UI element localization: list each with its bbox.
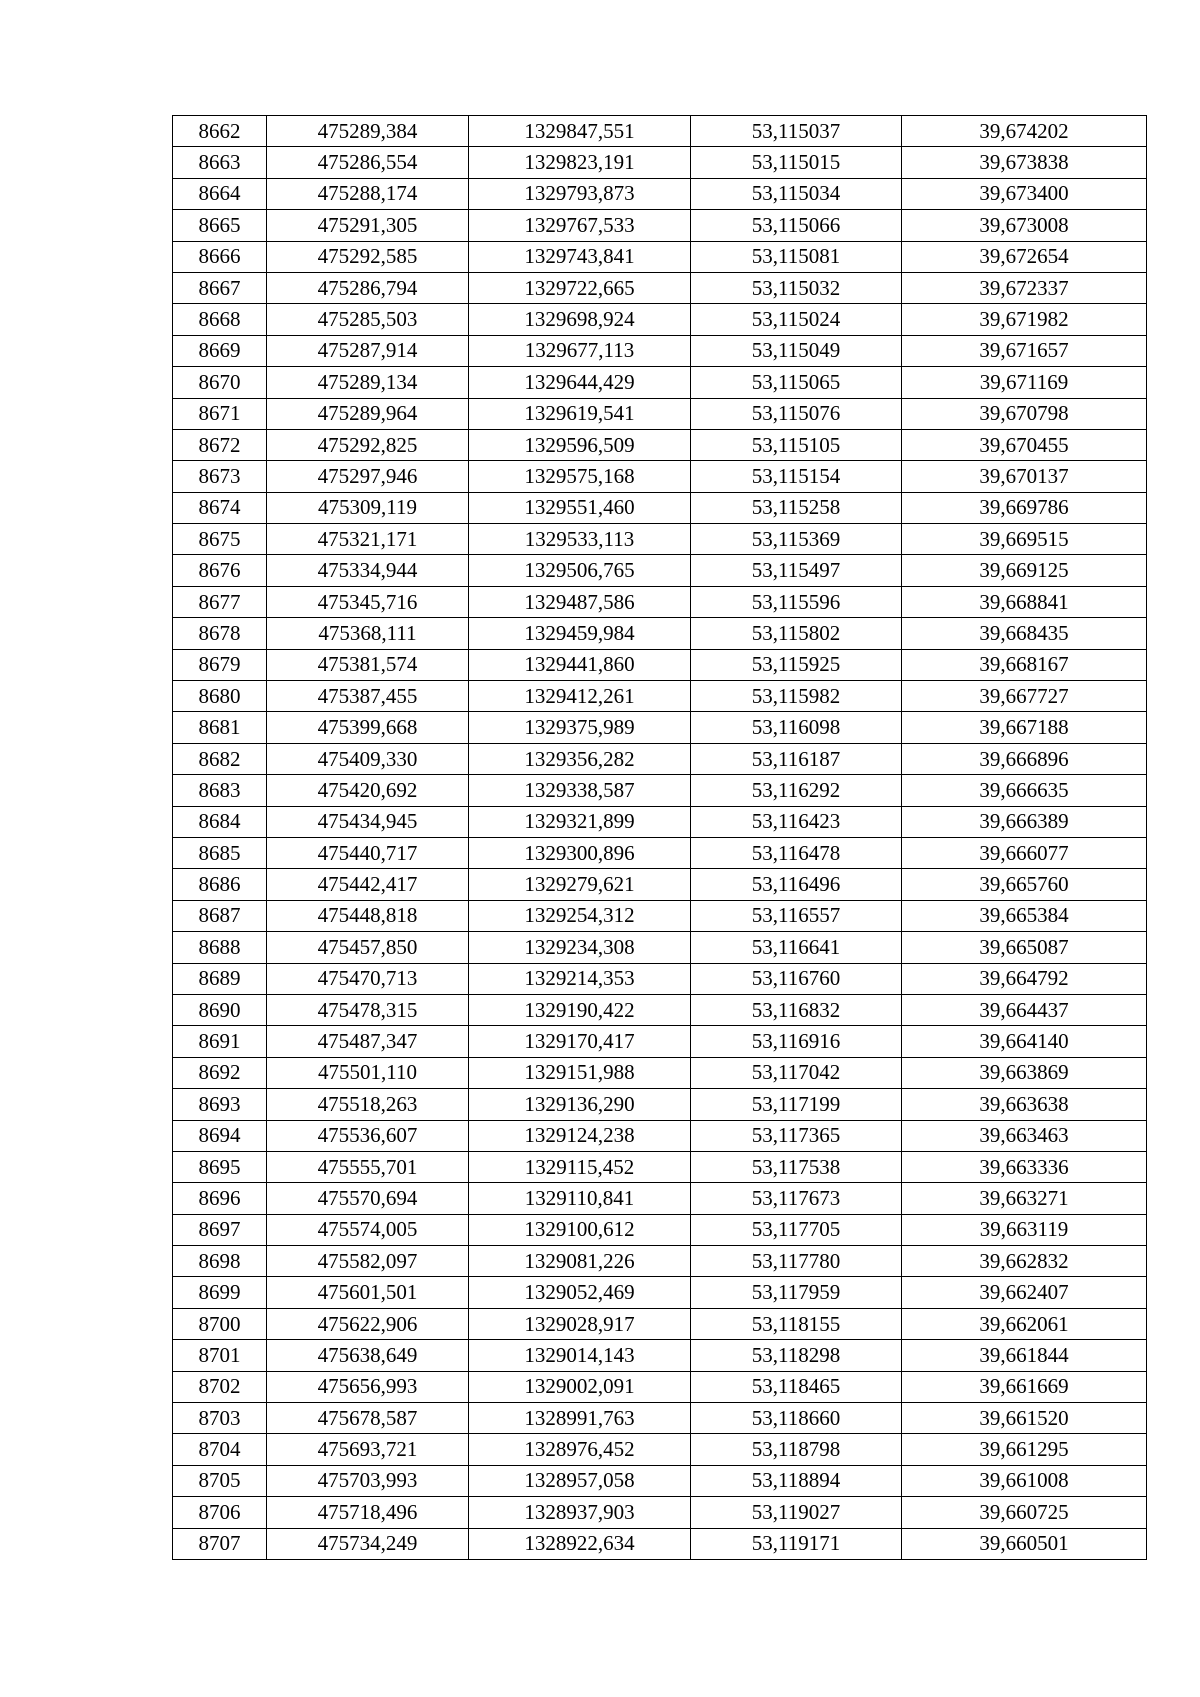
y-coordinate-cell: 1329170,417 <box>469 1026 691 1057</box>
x-coordinate-cell: 475289,134 <box>267 367 469 398</box>
table-row <box>173 1308 1147 1339</box>
point-number-cell: 8684 <box>173 806 267 837</box>
longitude-cell: 39,666389 <box>902 806 1147 837</box>
latitude-cell: 53,115925 <box>691 649 902 680</box>
longitude-cell: 39,666635 <box>902 775 1147 806</box>
point-number-cell: 8662 <box>173 116 267 147</box>
latitude-cell: 53,118660 <box>691 1403 902 1434</box>
x-coordinate-cell: 475478,315 <box>267 994 469 1025</box>
y-coordinate-cell: 1329190,422 <box>469 994 691 1025</box>
point-number-cell: 8693 <box>173 1089 267 1120</box>
table-row <box>173 429 1147 460</box>
latitude-cell: 53,117199 <box>691 1089 902 1120</box>
longitude-cell: 39,668841 <box>902 586 1147 617</box>
latitude-cell: 53,115802 <box>691 618 902 649</box>
latitude-cell: 53,116641 <box>691 932 902 963</box>
latitude-cell: 53,115076 <box>691 398 902 429</box>
latitude-cell: 53,115497 <box>691 555 902 586</box>
point-number-cell: 8689 <box>173 963 267 994</box>
y-coordinate-cell: 1329321,899 <box>469 806 691 837</box>
point-number-cell: 8682 <box>173 743 267 774</box>
x-coordinate-cell: 475622,906 <box>267 1308 469 1339</box>
latitude-cell: 53,116478 <box>691 837 902 868</box>
point-number-cell: 8697 <box>173 1214 267 1245</box>
latitude-cell: 53,115034 <box>691 178 902 209</box>
x-coordinate-cell: 475656,993 <box>267 1371 469 1402</box>
longitude-cell: 39,661295 <box>902 1434 1147 1465</box>
y-coordinate-cell: 1329847,551 <box>469 116 691 147</box>
table-row <box>173 1151 1147 1182</box>
x-coordinate-cell: 475345,716 <box>267 586 469 617</box>
latitude-cell: 53,115105 <box>691 429 902 460</box>
longitude-cell: 39,666896 <box>902 743 1147 774</box>
point-number-cell: 8686 <box>173 869 267 900</box>
table-row <box>173 1340 1147 1371</box>
point-number-cell: 8696 <box>173 1183 267 1214</box>
table-row <box>173 524 1147 555</box>
x-coordinate-cell: 475334,944 <box>267 555 469 586</box>
x-coordinate-cell: 475286,794 <box>267 272 469 303</box>
y-coordinate-cell: 1329698,924 <box>469 304 691 335</box>
table-row <box>173 1089 1147 1120</box>
longitude-cell: 39,671169 <box>902 367 1147 398</box>
table-row <box>173 335 1147 366</box>
table-row <box>173 963 1147 994</box>
point-number-cell: 8666 <box>173 241 267 272</box>
table-row <box>173 1434 1147 1465</box>
table-row <box>173 1497 1147 1528</box>
latitude-cell: 53,116916 <box>691 1026 902 1057</box>
longitude-cell: 39,668435 <box>902 618 1147 649</box>
longitude-cell: 39,665087 <box>902 932 1147 963</box>
longitude-cell: 39,663869 <box>902 1057 1147 1088</box>
y-coordinate-cell: 1328957,058 <box>469 1465 691 1496</box>
y-coordinate-cell: 1329151,988 <box>469 1057 691 1088</box>
x-coordinate-cell: 475457,850 <box>267 932 469 963</box>
longitude-cell: 39,670798 <box>902 398 1147 429</box>
longitude-cell: 39,664140 <box>902 1026 1147 1057</box>
latitude-cell: 53,116292 <box>691 775 902 806</box>
point-number-cell: 8688 <box>173 932 267 963</box>
latitude-cell: 53,118894 <box>691 1465 902 1496</box>
latitude-cell: 53,115596 <box>691 586 902 617</box>
y-coordinate-cell: 1329014,143 <box>469 1340 691 1371</box>
table-row <box>173 272 1147 303</box>
longitude-cell: 39,662832 <box>902 1246 1147 1277</box>
y-coordinate-cell: 1329110,841 <box>469 1183 691 1214</box>
y-coordinate-cell: 1329506,765 <box>469 555 691 586</box>
x-coordinate-cell: 475518,263 <box>267 1089 469 1120</box>
longitude-cell: 39,668167 <box>902 649 1147 680</box>
point-number-cell: 8683 <box>173 775 267 806</box>
table-row <box>173 492 1147 523</box>
x-coordinate-cell: 475448,818 <box>267 900 469 931</box>
table-row <box>173 743 1147 774</box>
latitude-cell: 53,116557 <box>691 900 902 931</box>
longitude-cell: 39,672654 <box>902 241 1147 272</box>
longitude-cell: 39,669515 <box>902 524 1147 555</box>
latitude-cell: 53,115049 <box>691 335 902 366</box>
latitude-cell: 53,119027 <box>691 1497 902 1528</box>
x-coordinate-cell: 475291,305 <box>267 210 469 241</box>
y-coordinate-cell: 1329279,621 <box>469 869 691 900</box>
longitude-cell: 39,660501 <box>902 1528 1147 1559</box>
x-coordinate-cell: 475409,330 <box>267 743 469 774</box>
latitude-cell: 53,115982 <box>691 681 902 712</box>
point-number-cell: 8703 <box>173 1403 267 1434</box>
longitude-cell: 39,671982 <box>902 304 1147 335</box>
longitude-cell: 39,663271 <box>902 1183 1147 1214</box>
longitude-cell: 39,673400 <box>902 178 1147 209</box>
y-coordinate-cell: 1329441,860 <box>469 649 691 680</box>
point-number-cell: 8685 <box>173 837 267 868</box>
longitude-cell: 39,660725 <box>902 1497 1147 1528</box>
longitude-cell: 39,662061 <box>902 1308 1147 1339</box>
longitude-cell: 39,666077 <box>902 837 1147 868</box>
latitude-cell: 53,116760 <box>691 963 902 994</box>
coordinate-table <box>172 115 1147 1560</box>
y-coordinate-cell: 1329823,191 <box>469 147 691 178</box>
latitude-cell: 53,117673 <box>691 1183 902 1214</box>
x-coordinate-cell: 475309,119 <box>267 492 469 523</box>
x-coordinate-cell: 475288,174 <box>267 178 469 209</box>
x-coordinate-cell: 475734,249 <box>267 1528 469 1559</box>
longitude-cell: 39,663638 <box>902 1089 1147 1120</box>
x-coordinate-cell: 475420,692 <box>267 775 469 806</box>
longitude-cell: 39,667727 <box>902 681 1147 712</box>
x-coordinate-cell: 475470,713 <box>267 963 469 994</box>
table-row <box>173 1214 1147 1245</box>
table-row <box>173 900 1147 931</box>
point-number-cell: 8694 <box>173 1120 267 1151</box>
point-number-cell: 8673 <box>173 461 267 492</box>
latitude-cell: 53,115258 <box>691 492 902 523</box>
table-row <box>173 1371 1147 1402</box>
y-coordinate-cell: 1329487,586 <box>469 586 691 617</box>
y-coordinate-cell: 1329619,541 <box>469 398 691 429</box>
x-coordinate-cell: 475570,694 <box>267 1183 469 1214</box>
point-number-cell: 8704 <box>173 1434 267 1465</box>
point-number-cell: 8681 <box>173 712 267 743</box>
latitude-cell: 53,116496 <box>691 869 902 900</box>
table-row <box>173 210 1147 241</box>
point-number-cell: 8664 <box>173 178 267 209</box>
x-coordinate-cell: 475582,097 <box>267 1246 469 1277</box>
latitude-cell: 53,117365 <box>691 1120 902 1151</box>
point-number-cell: 8677 <box>173 586 267 617</box>
longitude-cell: 39,667188 <box>902 712 1147 743</box>
y-coordinate-cell: 1329356,282 <box>469 743 691 774</box>
x-coordinate-cell: 475434,945 <box>267 806 469 837</box>
point-number-cell: 8667 <box>173 272 267 303</box>
table-row <box>173 837 1147 868</box>
point-number-cell: 8705 <box>173 1465 267 1496</box>
longitude-cell: 39,670137 <box>902 461 1147 492</box>
point-number-cell: 8671 <box>173 398 267 429</box>
longitude-cell: 39,662407 <box>902 1277 1147 1308</box>
longitude-cell: 39,661669 <box>902 1371 1147 1402</box>
y-coordinate-cell: 1329115,452 <box>469 1151 691 1182</box>
point-number-cell: 8669 <box>173 335 267 366</box>
latitude-cell: 53,115032 <box>691 272 902 303</box>
y-coordinate-cell: 1329028,917 <box>469 1308 691 1339</box>
longitude-cell: 39,664437 <box>902 994 1147 1025</box>
point-number-cell: 8675 <box>173 524 267 555</box>
latitude-cell: 53,117705 <box>691 1214 902 1245</box>
point-number-cell: 8699 <box>173 1277 267 1308</box>
y-coordinate-cell: 1329375,989 <box>469 712 691 743</box>
latitude-cell: 53,115369 <box>691 524 902 555</box>
table-row <box>173 1246 1147 1277</box>
point-number-cell: 8706 <box>173 1497 267 1528</box>
point-number-cell: 8680 <box>173 681 267 712</box>
y-coordinate-cell: 1329124,238 <box>469 1120 691 1151</box>
table-row <box>173 806 1147 837</box>
longitude-cell: 39,670455 <box>902 429 1147 460</box>
x-coordinate-cell: 475693,721 <box>267 1434 469 1465</box>
x-coordinate-cell: 475440,717 <box>267 837 469 868</box>
point-number-cell: 8695 <box>173 1151 267 1182</box>
point-number-cell: 8698 <box>173 1246 267 1277</box>
y-coordinate-cell: 1329767,533 <box>469 210 691 241</box>
y-coordinate-cell: 1329338,587 <box>469 775 691 806</box>
longitude-cell: 39,663336 <box>902 1151 1147 1182</box>
longitude-cell: 39,671657 <box>902 335 1147 366</box>
x-coordinate-cell: 475368,111 <box>267 618 469 649</box>
x-coordinate-cell: 475555,701 <box>267 1151 469 1182</box>
y-coordinate-cell: 1329575,168 <box>469 461 691 492</box>
x-coordinate-cell: 475381,574 <box>267 649 469 680</box>
x-coordinate-cell: 475536,607 <box>267 1120 469 1151</box>
x-coordinate-cell: 475289,384 <box>267 116 469 147</box>
x-coordinate-cell: 475387,455 <box>267 681 469 712</box>
y-coordinate-cell: 1329743,841 <box>469 241 691 272</box>
table-row <box>173 712 1147 743</box>
table-row <box>173 869 1147 900</box>
longitude-cell: 39,661008 <box>902 1465 1147 1496</box>
y-coordinate-cell: 1328976,452 <box>469 1434 691 1465</box>
longitude-cell: 39,673008 <box>902 210 1147 241</box>
latitude-cell: 53,117959 <box>691 1277 902 1308</box>
y-coordinate-cell: 1328922,634 <box>469 1528 691 1559</box>
table-row <box>173 555 1147 586</box>
point-number-cell: 8687 <box>173 900 267 931</box>
x-coordinate-cell: 475287,914 <box>267 335 469 366</box>
longitude-cell: 39,674202 <box>902 116 1147 147</box>
latitude-cell: 53,116423 <box>691 806 902 837</box>
y-coordinate-cell: 1328937,903 <box>469 1497 691 1528</box>
table-row <box>173 775 1147 806</box>
y-coordinate-cell: 1329002,091 <box>469 1371 691 1402</box>
x-coordinate-cell: 475289,964 <box>267 398 469 429</box>
longitude-cell: 39,663463 <box>902 1120 1147 1151</box>
table-row <box>173 367 1147 398</box>
y-coordinate-cell: 1329677,113 <box>469 335 691 366</box>
point-number-cell: 8691 <box>173 1026 267 1057</box>
point-number-cell: 8690 <box>173 994 267 1025</box>
longitude-cell: 39,673838 <box>902 147 1147 178</box>
table-row <box>173 649 1147 680</box>
point-number-cell: 8663 <box>173 147 267 178</box>
y-coordinate-cell: 1329136,290 <box>469 1089 691 1120</box>
table-row <box>173 241 1147 272</box>
point-number-cell: 8692 <box>173 1057 267 1088</box>
y-coordinate-cell: 1329551,460 <box>469 492 691 523</box>
table-row <box>173 1120 1147 1151</box>
latitude-cell: 53,118465 <box>691 1371 902 1402</box>
x-coordinate-cell: 475638,649 <box>267 1340 469 1371</box>
point-number-cell: 8672 <box>173 429 267 460</box>
point-number-cell: 8701 <box>173 1340 267 1371</box>
latitude-cell: 53,118155 <box>691 1308 902 1339</box>
latitude-cell: 53,117780 <box>691 1246 902 1277</box>
table-row <box>173 1183 1147 1214</box>
table-row <box>173 932 1147 963</box>
latitude-cell: 53,115154 <box>691 461 902 492</box>
x-coordinate-cell: 475601,501 <box>267 1277 469 1308</box>
longitude-cell: 39,669125 <box>902 555 1147 586</box>
x-coordinate-cell: 475703,993 <box>267 1465 469 1496</box>
table-row <box>173 1465 1147 1496</box>
longitude-cell: 39,661844 <box>902 1340 1147 1371</box>
y-coordinate-cell: 1328991,763 <box>469 1403 691 1434</box>
point-number-cell: 8668 <box>173 304 267 335</box>
table-row <box>173 618 1147 649</box>
x-coordinate-cell: 475321,171 <box>267 524 469 555</box>
x-coordinate-cell: 475399,668 <box>267 712 469 743</box>
x-coordinate-cell: 475678,587 <box>267 1403 469 1434</box>
point-number-cell: 8678 <box>173 618 267 649</box>
latitude-cell: 53,118298 <box>691 1340 902 1371</box>
point-number-cell: 8707 <box>173 1528 267 1559</box>
point-number-cell: 8702 <box>173 1371 267 1402</box>
y-coordinate-cell: 1329214,353 <box>469 963 691 994</box>
y-coordinate-cell: 1329300,896 <box>469 837 691 868</box>
table-row <box>173 1403 1147 1434</box>
latitude-cell: 53,118798 <box>691 1434 902 1465</box>
longitude-cell: 39,672337 <box>902 272 1147 303</box>
y-coordinate-cell: 1329234,308 <box>469 932 691 963</box>
longitude-cell: 39,665760 <box>902 869 1147 900</box>
latitude-cell: 53,116832 <box>691 994 902 1025</box>
table-row <box>173 147 1147 178</box>
y-coordinate-cell: 1329412,261 <box>469 681 691 712</box>
y-coordinate-cell: 1329459,984 <box>469 618 691 649</box>
x-coordinate-cell: 475292,585 <box>267 241 469 272</box>
y-coordinate-cell: 1329533,113 <box>469 524 691 555</box>
table-row <box>173 1057 1147 1088</box>
latitude-cell: 53,116098 <box>691 712 902 743</box>
table-row <box>173 116 1147 147</box>
table-row <box>173 1277 1147 1308</box>
latitude-cell: 53,115015 <box>691 147 902 178</box>
longitude-cell: 39,663119 <box>902 1214 1147 1245</box>
x-coordinate-cell: 475292,825 <box>267 429 469 460</box>
latitude-cell: 53,116187 <box>691 743 902 774</box>
y-coordinate-cell: 1329722,665 <box>469 272 691 303</box>
table-row <box>173 681 1147 712</box>
latitude-cell: 53,117042 <box>691 1057 902 1088</box>
table-row <box>173 398 1147 429</box>
longitude-cell: 39,669786 <box>902 492 1147 523</box>
latitude-cell: 53,115065 <box>691 367 902 398</box>
latitude-cell: 53,117538 <box>691 1151 902 1182</box>
latitude-cell: 53,115066 <box>691 210 902 241</box>
latitude-cell: 53,115024 <box>691 304 902 335</box>
point-number-cell: 8674 <box>173 492 267 523</box>
x-coordinate-cell: 475501,110 <box>267 1057 469 1088</box>
table-row <box>173 1026 1147 1057</box>
coordinate-table-body <box>173 116 1147 1560</box>
y-coordinate-cell: 1329793,873 <box>469 178 691 209</box>
point-number-cell: 8670 <box>173 367 267 398</box>
x-coordinate-cell: 475297,946 <box>267 461 469 492</box>
longitude-cell: 39,661520 <box>902 1403 1147 1434</box>
table-row <box>173 1528 1147 1559</box>
latitude-cell: 53,115037 <box>691 116 902 147</box>
y-coordinate-cell: 1329254,312 <box>469 900 691 931</box>
latitude-cell: 53,115081 <box>691 241 902 272</box>
x-coordinate-cell: 475487,347 <box>267 1026 469 1057</box>
x-coordinate-cell: 475574,005 <box>267 1214 469 1245</box>
y-coordinate-cell: 1329052,469 <box>469 1277 691 1308</box>
x-coordinate-cell: 475442,417 <box>267 869 469 900</box>
point-number-cell: 8665 <box>173 210 267 241</box>
y-coordinate-cell: 1329100,612 <box>469 1214 691 1245</box>
y-coordinate-cell: 1329596,509 <box>469 429 691 460</box>
table-row <box>173 304 1147 335</box>
x-coordinate-cell: 475718,496 <box>267 1497 469 1528</box>
latitude-cell: 53,119171 <box>691 1528 902 1559</box>
x-coordinate-cell: 475286,554 <box>267 147 469 178</box>
point-number-cell: 8679 <box>173 649 267 680</box>
table-row <box>173 178 1147 209</box>
point-number-cell: 8676 <box>173 555 267 586</box>
longitude-cell: 39,665384 <box>902 900 1147 931</box>
table-row <box>173 994 1147 1025</box>
y-coordinate-cell: 1329644,429 <box>469 367 691 398</box>
table-row <box>173 586 1147 617</box>
point-number-cell: 8700 <box>173 1308 267 1339</box>
table-row <box>173 461 1147 492</box>
longitude-cell: 39,664792 <box>902 963 1147 994</box>
y-coordinate-cell: 1329081,226 <box>469 1246 691 1277</box>
x-coordinate-cell: 475285,503 <box>267 304 469 335</box>
